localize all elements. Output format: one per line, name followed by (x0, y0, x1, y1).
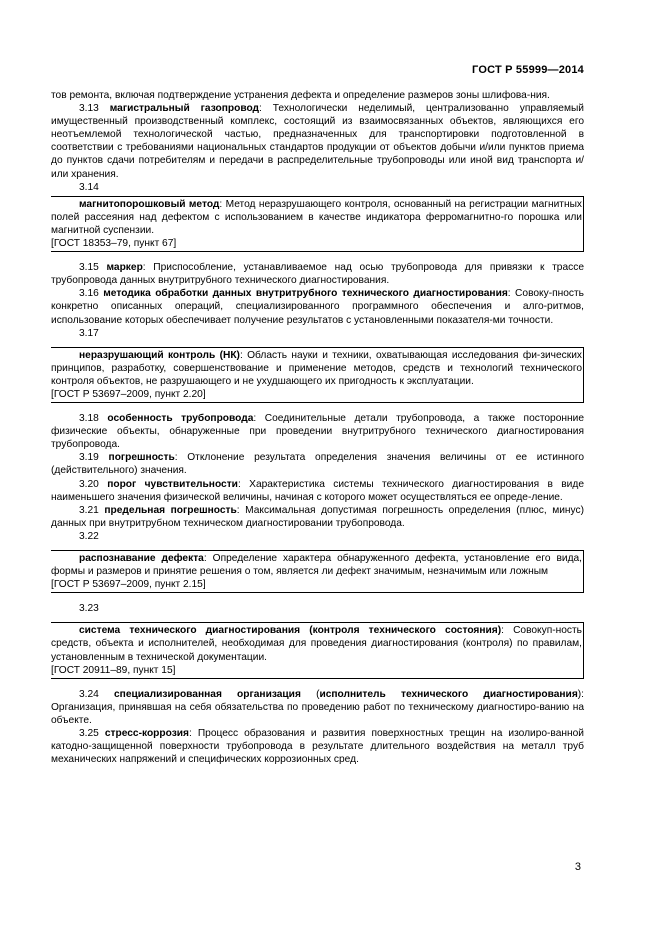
term-definition: ): Организация, принявшая на себя обязательства по проведению работ по техническому диагностиро-ванию на объекте. (51, 688, 584, 726)
term-name: маркер (106, 262, 143, 274)
term-separator: ( (300, 688, 320, 700)
term-number: 3.16 (79, 288, 99, 300)
definition-3-24 (51, 688, 584, 727)
term-definition: : Характеристика системы технического диагностирования в виде наименьшего значения физической величины, начиная с которого может осуществляться ее опреде-ление. (51, 478, 584, 503)
term-name: стресс-коррозия (104, 728, 189, 740)
definition-3-14 (51, 198, 582, 237)
definition-3-22 (51, 552, 582, 578)
term-definition: : Процесс образования и развития поверхностных трещин на изолиро-ванной катодно-защищенной поверхности трубопровода в результате длительного воздействия на металл труб механических напряжений и специфических коррозионных сред. (51, 728, 584, 766)
term-synonym: исполнитель технического диагностирования (319, 688, 578, 700)
term-definition: : Метод неразрушающего контроля, основанный на регистрации магнитных полей рассеяния над дефектом с использованием в качестве индикатора ферромагнитно-го порошка или магнитной суспензии. (51, 198, 583, 236)
term-definition: : Область науки и техники, охватывающая исследования фи-зических принципов, разработку, совершенствование и применение методов, средств и технологий технического контроля объектов, не разрушающего и не ухудшающего их пригодность к эксплуатации. (51, 349, 582, 387)
term-name: распознавание дефекта (79, 553, 204, 564)
quoted-definition-box (51, 196, 584, 252)
term-definition: : Определение характера обнаруженного дефекта, установление его вида, формы и размеров и принятие решения о том, является ли дефект значимым, незначимым или ложным (51, 553, 583, 578)
term-name: система технического диагностирования (контроля технического состояния) (79, 625, 502, 637)
definition-3-25 (51, 727, 584, 766)
term-number-3-23: 3.23 (79, 603, 99, 615)
term-number: 3.19 (79, 452, 99, 464)
term-definition: : Совоку-пность конкретно описанных операций, специализированного программного обеспечения и алго-ритмов, использование которых обеспечивает получение результатов с установленными показателя-ми точности. (51, 288, 584, 326)
term-number-3-14: 3.14 (79, 181, 99, 193)
quoted-definition-box (51, 347, 584, 403)
definition-3-13 (51, 102, 584, 181)
definition-3-23 (51, 624, 582, 663)
definition-3-16 (51, 287, 584, 326)
term-definition: : Технологически неделимый, централизованно управляемый имущественный производственный комплекс, состоящий из взаимосвязанных объектов, являющихся его неотъемлемой технологической частью, предназначенных для транспортировки подготовленной в соответствии с требованиями национальных стандартов продукции от объектов добычи и/или пунктов приема до пунктов сдачи потребителям и передачи в распределительные трубопроводы или иной вид транспорта и/или хранения. (51, 103, 584, 180)
term-name: магистральный газопровод (109, 103, 260, 115)
term-name: предельная погрешность (104, 504, 237, 516)
term-number-3-22: 3.22 (79, 530, 99, 542)
source-reference: [ГОСТ Р 53697–2009, пункт 2.15] (51, 579, 206, 591)
quoted-definition-box (51, 622, 584, 678)
term-number-3-17: 3.17 (79, 327, 99, 339)
definition-3-17 (51, 349, 582, 388)
intro-paragraph: тов ремонта, включая подтверждение устранения дефекта и определение размеров зоны шлифова-ния. (51, 90, 550, 101)
standard-code: ГОСТ Р 55999—2014 (472, 64, 584, 76)
term-definition: : Совокуп-ность средств, объекта и исполнителей, необходимая для проведения диагностирования (контроля) по правилам, установленным в технической документации. (51, 625, 582, 663)
definitions-content (51, 89, 584, 766)
definition-3-18 (51, 412, 584, 451)
term-name: неразрушающий контроль (НК) (79, 349, 240, 361)
term-number: 3.15 (79, 262, 99, 274)
term-number: 3.25 (79, 728, 99, 740)
term-number: 3.13 (79, 103, 99, 115)
term-definition: : Соединительные детали трубопровода, а также посторонние физические объекты, обнаруженные при проведении внутритрубного технического диагностирования трубопровода. (51, 413, 584, 451)
definition-3-20 (51, 478, 584, 504)
term-name: погрешность (108, 452, 175, 464)
definition-3-21 (51, 504, 584, 530)
source-reference: [ГОСТ 20911–89, пункт 15] (51, 664, 176, 676)
term-definition: : Приспособление, устанавливаемое над осью трубопровода для привязки к трассе трубопровода данных внутритрубного технического диагностирования. (51, 262, 584, 287)
term-name: магнитопорошковый метод (79, 198, 220, 210)
term-name: особенность трубопровода (107, 413, 254, 425)
term-definition: : Максимальная допустимая погрешность определения (плюс, минус) данных при внутритрубном техническом диагностировании трубопровода. (51, 504, 584, 529)
term-name: порог чувствительности (107, 478, 238, 490)
source-reference: [ГОСТ Р 53697–2009, пункт 2.20] (51, 388, 206, 400)
quoted-definition-box (51, 550, 584, 593)
term-name: методика обработки данных внутритрубного технического диагностирования (103, 288, 508, 300)
definition-3-15 (51, 261, 584, 287)
term-name: специализированная организация (114, 688, 301, 700)
term-number: 3.21 (79, 504, 99, 516)
definition-3-19 (51, 451, 584, 477)
source-reference: [ГОСТ 18353–79, пункт 67] (51, 238, 177, 250)
page-number: 3 (574, 861, 581, 873)
term-definition: : Отклонение результата определения значения величины от ее истинного (действительного) значения. (51, 452, 584, 477)
term-number: 3.24 (79, 688, 99, 700)
term-number: 3.18 (79, 413, 99, 425)
term-number: 3.20 (79, 478, 99, 490)
